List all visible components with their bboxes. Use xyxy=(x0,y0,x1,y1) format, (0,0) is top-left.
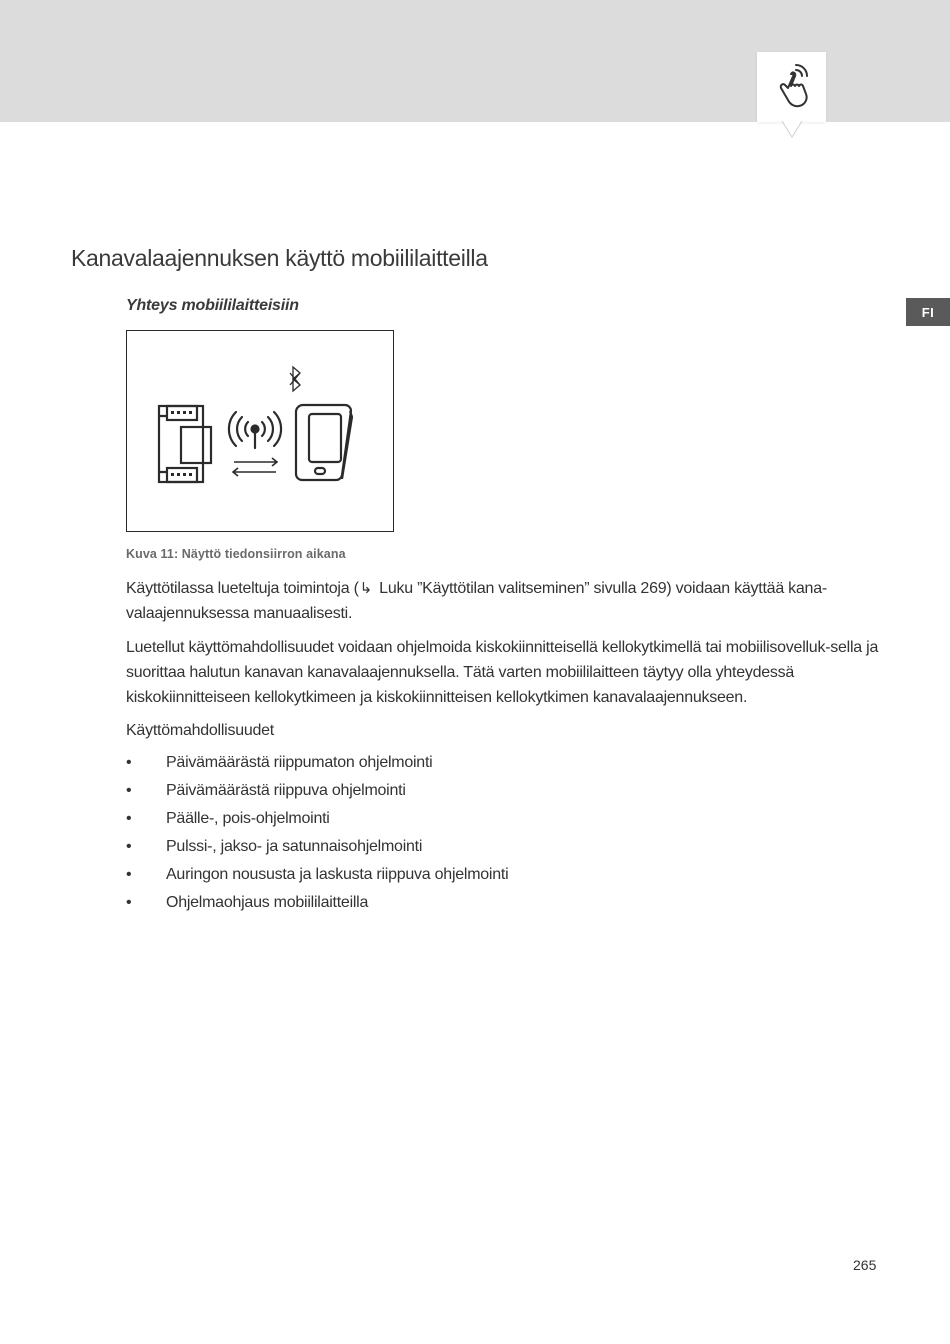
bullet-icon: • xyxy=(126,754,132,771)
paragraph-1-before: Käyttötilassa lueteltuja toimintoja ( xyxy=(126,580,359,597)
paragraph-3: Käyttömahdollisuudet xyxy=(126,722,274,739)
din-rail-timer-icon xyxy=(159,406,211,482)
cross-reference-link[interactable]: Luku ”Käyttötilan valitseminen” sivulla 269) voidaan käyttää kana-valaajennuksessa manuaalisesti. xyxy=(126,580,827,622)
subsection-heading: Yhteys mobiililaitteisiin xyxy=(126,297,299,314)
section-heading: Kanavalaajennuksen käyttö mobiililaitteilla xyxy=(71,245,488,271)
reference-arrow-icon: ↳ xyxy=(359,580,372,597)
section-tab xyxy=(757,52,826,122)
bullet-icon: • xyxy=(126,782,132,799)
list-item-text: Päälle-, pois-ohjelmointi xyxy=(166,810,330,827)
bullet-icon: • xyxy=(126,838,132,855)
bluetooth-icon xyxy=(290,367,300,391)
smartphone-icon xyxy=(296,405,352,480)
display-figure xyxy=(126,330,394,532)
bullet-icon: • xyxy=(126,810,132,827)
list-item-text: Päivämäärästä riippuva ohjelmointi xyxy=(166,782,406,799)
bullet-icon: • xyxy=(126,894,132,911)
list-item-text: Auringon noususta ja laskusta riippuva ohjelmointi xyxy=(166,866,509,883)
list-item-text: Pulssi-, jakso- ja satunnaisohjelmointi xyxy=(166,838,423,855)
paragraph-2: Luetellut käyttömahdollisuudet voidaan ohjelmoida kiskokiinnitteisellä kellokytkimellä tai mobiilisovelluk-sella ja suorittaa halutun kanavan kanavalaajennuksella. Tätä varten mobiililaitteen täytyy olla yhteydessä kiskokiinnitteiseen kellokytkimeen ja kiskokiinnitteisen kellokytkimen kanavalaajennukseen. xyxy=(126,639,879,706)
figure-caption: Kuva 11: Näyttö tiedonsiirron aikana xyxy=(126,547,346,561)
page-number: 265 xyxy=(853,1257,877,1273)
language-tab: FI xyxy=(906,298,950,326)
list-item-text: Ohjelmaohjaus mobiililaitteilla xyxy=(166,894,369,911)
paragraph-1 xyxy=(126,576,886,626)
tab-pointer xyxy=(782,121,802,139)
bidirectional-arrows-icon xyxy=(233,458,277,476)
bullet-icon: • xyxy=(126,866,132,883)
touch-hand-icon xyxy=(771,62,813,110)
list-item-text: Päivämäärästä riippumaton ohjelmointi xyxy=(166,754,433,771)
wireless-signal-icon xyxy=(229,412,281,448)
